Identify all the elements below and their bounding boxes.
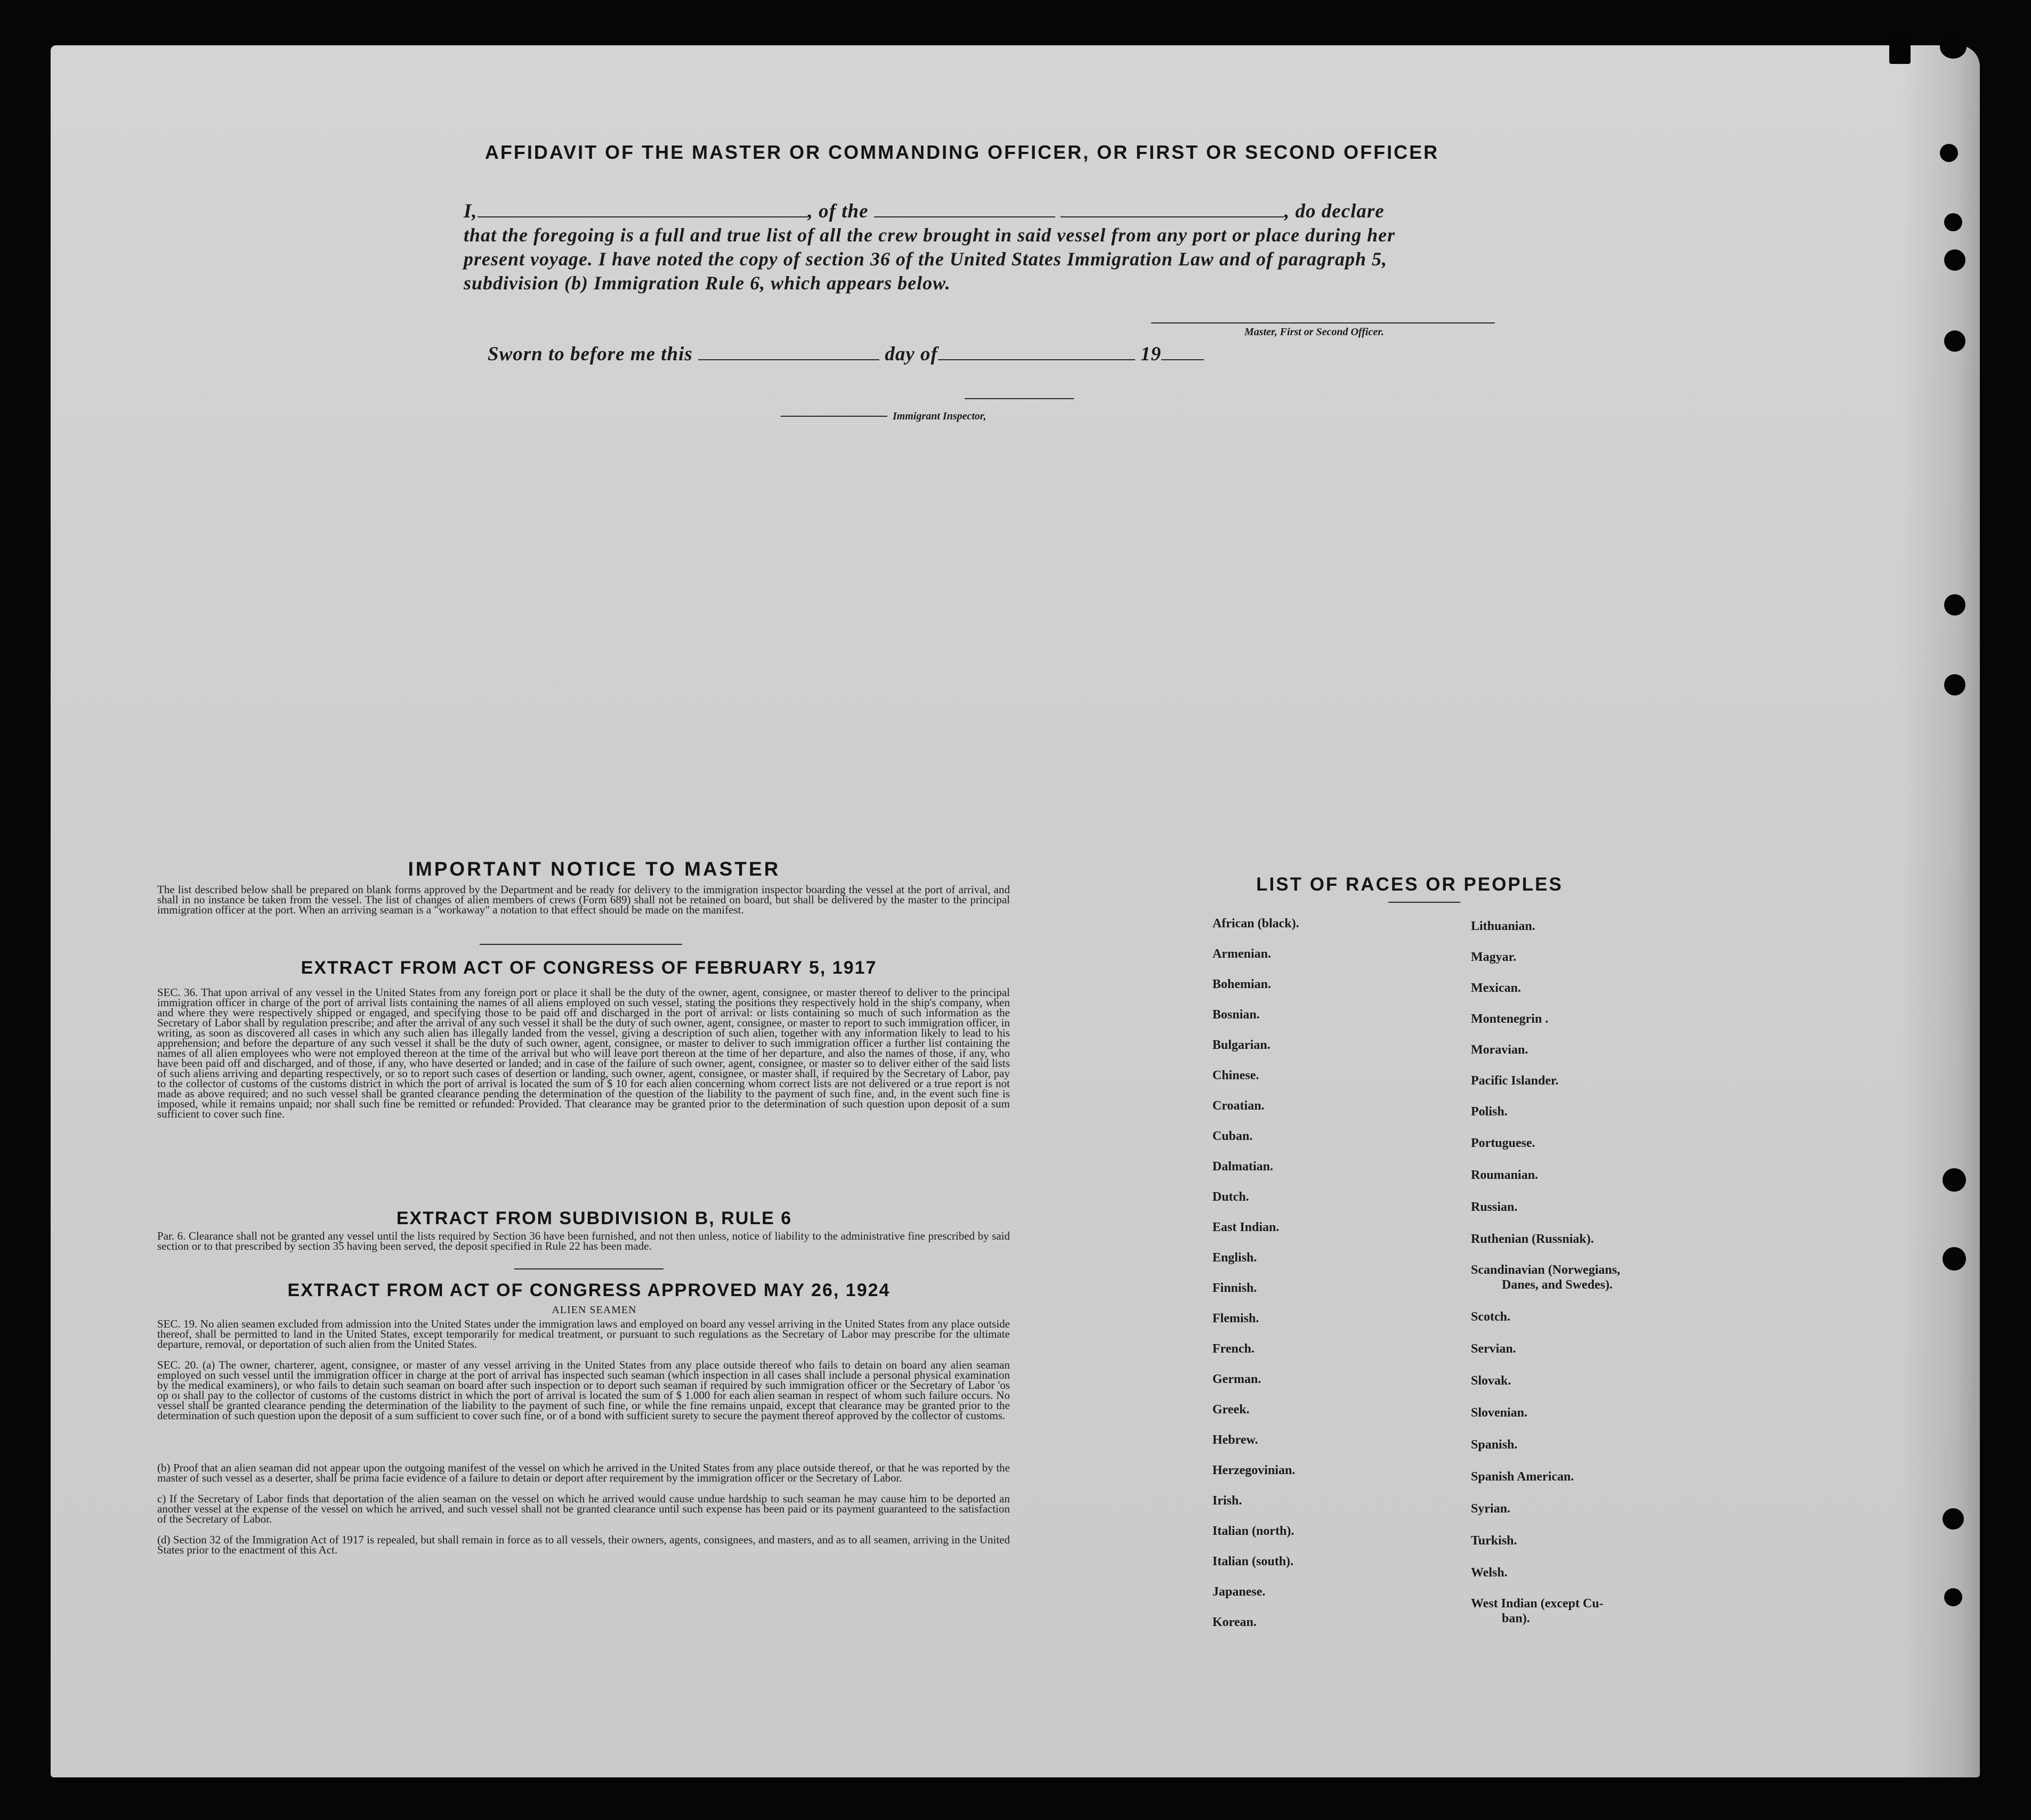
sworn-line	[488, 343, 1287, 366]
extract-1924-sec20b: (b) Proof that an alien seaman did not appear upon the outgoing manifest of the vessel on which he arrived in the United States from any place outside thereof, or that he was reported by the master of such vessel as a deserter, shall be prima facie evidence of a failure to detain or deport after requirement by the immigration officer or the Secretary of Labor.	[157, 1461, 1010, 1484]
punch-hole-icon	[1944, 674, 1965, 695]
affidavit-title: AFFIDAVIT OF THE MASTER OR COMMANDING OFFICER, OR FIRST OR SECOND OFFICER	[484, 141, 1439, 163]
sworn-year: 19	[1140, 343, 1162, 365]
race-item: Scandinavian (Norwegians,	[1471, 1263, 1621, 1277]
notice-rule	[480, 944, 682, 945]
extract-1917-title: EXTRACT FROM ACT OF CONGRESS OF FEBRUARY 5, 1917	[301, 958, 877, 978]
race-item: Spanish.	[1471, 1438, 1518, 1452]
signature-line	[1151, 322, 1495, 323]
race-item: East Indian.	[1212, 1220, 1280, 1234]
affidavit-line-3: present voyage. I have noted the copy of section 36 of the United States Immigration Law and of paragraph 5,	[464, 248, 1387, 270]
extract-rule6-text: Par. 6. Clearance shall not be granted any vessel until the lists required by Section 36 have been furnished, and not then unless, notice of liability to the administrative fine prescribed by said section or to that prescribed by section 35 having been served, the deposit specified in Rule 22 has been made.	[157, 1229, 1010, 1252]
sworn-day-blank	[698, 343, 879, 360]
race-item: Lithuanian.	[1471, 919, 1535, 933]
race-item: Russian.	[1471, 1200, 1518, 1214]
extract-1924-sec19: SEC. 19. No alien seamen excluded from admission into the United States under the immigration laws and employed on board any vessel arriving in the United States from any place outside thereof, shall be permitted to land in the United States, except temporarily for medical treatment, or pursuant to such regulations as the Secretary of Labor may prescribe for the ultimate departure, removal, or deportation of such alien from the United States.	[157, 1317, 1010, 1350]
sworn-year-blank	[1161, 343, 1204, 360]
race-item: Spanish American.	[1471, 1470, 1574, 1484]
race-item: Pacific Islander.	[1471, 1074, 1559, 1088]
notice-title: IMPORTANT NOTICE TO MASTER	[408, 858, 781, 880]
affidavit-line-1-end: , do declare	[1284, 200, 1385, 222]
document-sheet	[51, 45, 1980, 1777]
race-item: Greek.	[1212, 1403, 1250, 1417]
punch-hole-icon	[1943, 1508, 1964, 1530]
race-item: Hebrew.	[1212, 1433, 1258, 1447]
race-item: Roumanian.	[1471, 1168, 1539, 1182]
race-item: Finnish.	[1212, 1281, 1257, 1295]
race-item: Welsh.	[1471, 1566, 1508, 1580]
extract-1924-sec20a: SEC. 20. (a) The owner, charterer, agent, consignee, or master of any vessel arriving in the United States from any place outside thereof who fails to detain on board any alien seaman employed on such vessel until the immigration officer in charge at the port of arrival has inspected such seaman (which inspection in all cases shall include a personal physical examination by the medical examiners), or who fails to detain such seaman on board after such inspection or to deport such seaman if required by such immigration officer or the Secretary of Labor 'os op oı shall pay to the collector of customs of the customs district in which the port of arrival is located the sum of $ 1.000 for each alien seaman in respect of whom such failure occurs. No vessel shall be granted clearance pending the determination of the liability to the payment of such fine, or while the fine remains unpaid, except that clearance may be granted prior to the determination of such question upon the deposit of a sum sufficient to cover such fine, or of a bond with sufficient surety to secure the payment thereof approved by the collector of customs.	[157, 1358, 1010, 1422]
inspector-line-upper	[965, 398, 1074, 399]
notice-text: The list described below shall be prepared on blank forms approved by the Department and be ready for delivery to the immigration inspector boarding the vessel at the port of arrival, and shall in no instance be taken from the vessel. The list of changes of alien members of crews (Form 689) shall not be retained on board, but shall be delivered by the master to the principal immigration officer at the port. When an arriving seaman is a "workaway" a notation to that effect should be made on the manifest.	[157, 883, 1010, 916]
races-title: LIST OF RACES OR PEOPLES	[1256, 874, 1563, 895]
page-edge-shadow	[1900, 45, 1980, 1777]
extract-1924-title: EXTRACT FROM ACT OF CONGRESS APPROVED MAY 26, 1924	[287, 1280, 891, 1300]
race-item: Servian.	[1471, 1342, 1516, 1356]
punch-hole-icon	[1944, 594, 1965, 616]
race-item: Montenegrin .	[1471, 1012, 1549, 1026]
race-item: Japanese.	[1212, 1585, 1266, 1599]
race-item: Italian (south).	[1212, 1555, 1294, 1568]
race-item: Magyar.	[1471, 950, 1517, 964]
race-item: Slovak.	[1471, 1374, 1511, 1388]
race-item: Polish.	[1471, 1105, 1508, 1119]
rule6-rule	[514, 1268, 663, 1269]
race-item: West Indian (except Cu-	[1471, 1597, 1604, 1611]
affidavit-line-1-start: I,	[464, 200, 478, 222]
race-item: Bulgarian.	[1212, 1038, 1271, 1052]
extract-1917-text: SEC. 36. That upon arrival of any vessel in the United States from any foreign port or place it shall be the duty of the owner, agent, consignee, or master thereof to deliver to the principal immigration officer in charge of the port of arrival lists containing the names of all aliens employed on such vessel, stating the positions they respectively hold in the ship's company, when and where they were respectively shipped or engaged, and specifying those to be paid off and discharged in the port of arrival: or lists containing so much of such information as the Secretary of Labor shall by regulation prescribe; and after the arrival of any such vessel it shall be the duty of such owner, agent, consignee, or master to report to such immigration officer, in writing, as soon as discovered all cases in which any such alien has illegally landed from the vessel, giving a description of such alien, together with any information likely to lead to his apprehension; and before the departure of any such vessel it shall be the duty of such owner, agent, consignee, or master to deliver to such immigration officer a further list containing the names of all alien employees who were not employed thereon at the time of the arrival but who will leave port thereon at the time of her departure, and also the names of those, if any, who have been paid off and discharged, and of those, if any, who have deserted or landed; and in case of the failure of such owner, agent, consignee, or master so to deliver either of the said lists of such aliens arriving and departing respectively, or so to report such cases of desertion or landing, such owner, agent, consignee, or master shall, if required by the Secretary of Labor, pay to the collector of customs of the customs district in which the port of arrival is located the sum of $ 10 for each alien concerning whom correct lists are not delivered or a true report is not made as above required; and no such vessel shall be granted clearance pending the determination of the question of the liability to the payment of such fine, and, in the event such fine is imposed, while it remains unpaid; nor shall such fine be remitted or refunded: Provided. That clearance may be granted prior to the determination of such question upon deposit of a sum sufficient to cover such fine.	[157, 986, 1010, 1120]
sworn-month-blank	[938, 343, 1135, 360]
race-item: Korean.	[1212, 1615, 1257, 1629]
extract-1924-subtitle: ALIEN SEAMEN	[552, 1304, 637, 1316]
affidavit-line-1-mid: , of the	[807, 200, 869, 222]
race-item: Irish.	[1212, 1494, 1242, 1508]
race-item: Moravian.	[1471, 1043, 1528, 1057]
punch-hole-icon	[1943, 1168, 1966, 1192]
vessel-blank-2	[1061, 200, 1284, 217]
race-item: Italian (north).	[1212, 1524, 1294, 1538]
race-item: Armenian.	[1212, 947, 1271, 961]
race-item: French.	[1212, 1342, 1255, 1356]
extract-1924-sec20d: (d) Section 32 of the Immigration Act of 1917 is repealed, but shall remain in force as to all vessels, their owners, agents, consignees, and masters, and as to all seamen, arriving in the United States prior to the enactment of this Act.	[157, 1533, 1010, 1556]
race-item: Ruthenian (Russniak).	[1471, 1232, 1594, 1246]
affidavit-line-1	[464, 200, 1498, 223]
punch-hole-icon	[1943, 1247, 1966, 1271]
race-item: Portuguese.	[1471, 1136, 1535, 1150]
race-item: German.	[1212, 1372, 1261, 1386]
punch-hole-icon	[1944, 249, 1965, 271]
race-item: Dalmatian.	[1212, 1160, 1273, 1174]
race-item: Dutch.	[1212, 1190, 1249, 1204]
inspector-label: Immigrant Inspector,	[893, 410, 986, 422]
punch-hole-icon	[1940, 144, 1958, 162]
race-item: Chinese.	[1212, 1069, 1259, 1082]
signature-label: Master, First or Second Officer.	[1244, 326, 1384, 338]
extract-rule6-title: EXTRACT FROM SUBDIVISION B, RULE 6	[396, 1208, 792, 1228]
race-item: African (black).	[1212, 917, 1299, 931]
race-item: ban).	[1502, 1612, 1530, 1625]
race-item: Cuban.	[1212, 1129, 1253, 1143]
race-item: Turkish.	[1471, 1534, 1517, 1548]
race-item: Slovenian.	[1471, 1406, 1528, 1420]
affidavit-line-4: subdivision (b) Immigration Rule 6, which appears below.	[464, 272, 951, 294]
corner-mark-icon	[1889, 37, 1911, 64]
punch-hole-icon	[1944, 213, 1962, 231]
punch-hole-icon	[1944, 330, 1965, 352]
sworn-text: Sworn to before me this	[488, 343, 693, 365]
sworn-day-of: day of	[885, 343, 938, 365]
corner-mark-icon	[1940, 35, 1967, 59]
races-rule	[1388, 902, 1460, 903]
extract-1924-sec20c: c) If the Secretary of Labor finds that deportation of the alien seaman on the vessel on which he arrived would cause undue hardship to such seaman he may cause him to be deported an another vessel at the expense of the vessel on which he arrived, and such vessel shall not be granted clearance until such expense has been paid or its payment guaranteed to the satisfaction of the Secretary of Labor.	[157, 1492, 1010, 1525]
race-item: Croatian.	[1212, 1099, 1265, 1113]
affidavit-line-2: that the foregoing is a full and true list of all the crew brought in said vessel from any port or place during her	[464, 224, 1396, 246]
race-item: Bosnian.	[1212, 1008, 1260, 1022]
punch-hole-icon	[1944, 1588, 1962, 1606]
race-item: Mexican.	[1471, 981, 1521, 995]
race-item: Herzegovinian.	[1212, 1463, 1296, 1477]
name-blank	[478, 200, 808, 217]
race-item: Bohemian.	[1212, 977, 1272, 991]
race-item: English.	[1212, 1251, 1257, 1265]
vessel-blank-1	[874, 200, 1055, 217]
race-item: Danes, and Swedes).	[1502, 1278, 1613, 1292]
inspector-line-lower	[781, 416, 887, 417]
race-item: Scotch.	[1471, 1310, 1510, 1324]
race-item: Syrian.	[1471, 1502, 1511, 1516]
race-item: Flemish.	[1212, 1312, 1259, 1325]
